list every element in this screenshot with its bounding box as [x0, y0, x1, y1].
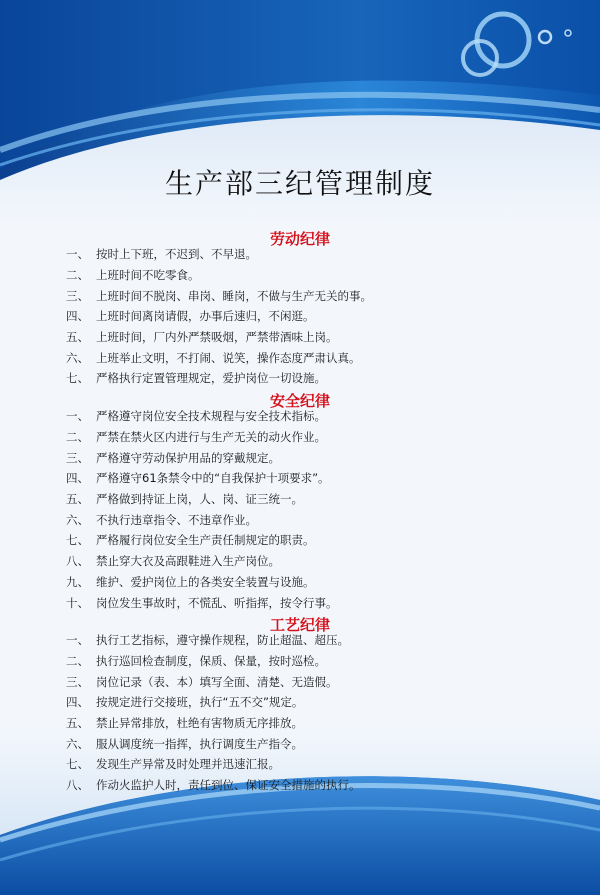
rule-list-process [66, 630, 361, 796]
rule-text: 维护、爱护岗位上的各类安全装置与设施。 [96, 574, 315, 589]
list-item [66, 327, 372, 348]
rule-number: 五、 [66, 492, 89, 507]
list-item [66, 713, 361, 734]
rule-number: 五、 [66, 330, 89, 345]
rule-text: 严格执行定置管理规定，爱护岗位一切设施。 [96, 371, 326, 386]
rule-text: 禁止穿大衣及高跟鞋进入生产岗位。 [96, 554, 280, 569]
rule-number: 八、 [66, 778, 89, 793]
page-title: 生产部三纪管理制度 [164, 167, 435, 200]
rule-text: 服从调度统一指挥，执行调度生产指令。 [96, 736, 303, 751]
rule-text: 岗位发生事故时，不慌乱、听指挥，按令行事。 [96, 595, 338, 610]
list-item [66, 427, 338, 448]
rule-text: 上班时间离岗请假，办事后速归，不闲逛。 [96, 309, 315, 324]
list-item [66, 671, 361, 692]
rule-text: 执行巡回检查制度，保质、保量，按时巡检。 [96, 654, 326, 669]
rule-text: 按规定进行交接班，执行“五不交”规定。 [96, 695, 304, 710]
list-item [66, 551, 338, 572]
rule-number: 八、 [66, 554, 89, 569]
rule-number: 二、 [66, 654, 89, 669]
rule-text: 发现生产异常及时处理并迅速汇报。 [96, 757, 280, 772]
list-item [66, 244, 372, 265]
list-item [66, 775, 361, 796]
rule-number: 七、 [66, 371, 89, 386]
rule-text: 上班举止文明，不打闹、说笑，操作态度严肃认真。 [96, 350, 361, 365]
rule-number: 七、 [66, 533, 89, 548]
rule-number: 九、 [66, 574, 89, 589]
rule-number: 四、 [66, 471, 89, 486]
rule-number: 一、 [66, 633, 89, 648]
list-item [66, 468, 338, 489]
list-item [66, 630, 361, 651]
list-item [66, 368, 372, 389]
list-item [66, 265, 372, 286]
section-heading-labor: 劳动纪律 [269, 230, 330, 248]
list-item [66, 572, 338, 593]
rule-text: 不执行违章指令、不违章作业。 [96, 512, 257, 527]
rule-text: 严禁在禁火区内进行与生产无关的动火作业。 [96, 430, 326, 445]
rule-number: 三、 [66, 450, 89, 465]
rule-text: 严格做到持证上岗，人、岗、证三统一。 [96, 492, 303, 507]
rule-text: 禁止异常排放，杜绝有害物质无序排放。 [96, 716, 303, 731]
rule-text: 作动火监护人时，责任到位、保证安全措施的执行。 [96, 778, 361, 793]
rule-number: 二、 [66, 268, 89, 283]
rule-text: 上班时间，厂内外严禁吸烟，严禁带酒味上岗。 [96, 330, 338, 345]
list-item [66, 306, 372, 327]
rule-number: 六、 [66, 350, 89, 365]
rule-list-safety [66, 406, 338, 613]
rule-text: 严格遵守劳动保护用品的穿戴规定。 [96, 450, 280, 465]
rule-number: 三、 [66, 288, 89, 303]
rule-number: 五、 [66, 716, 89, 731]
rule-list-labor [66, 244, 372, 389]
rule-text: 严格遵守61条禁令中的“自我保护十项要求”。 [96, 471, 330, 486]
rule-number: 一、 [66, 247, 89, 262]
rule-number: 六、 [66, 736, 89, 751]
rule-text: 执行工艺指标，遵守操作规程，防止超温、超压。 [96, 633, 349, 648]
list-item [66, 733, 361, 754]
section-heading-process: 工艺纪律 [269, 616, 330, 634]
rule-text: 上班时间不吃零食。 [96, 268, 200, 283]
list-item [66, 692, 361, 713]
rule-number: 三、 [66, 674, 89, 689]
rule-number: 十、 [66, 595, 89, 610]
list-item [66, 489, 338, 510]
rule-text: 岗位记录（表、本）填写全面、清楚、无造假。 [96, 674, 338, 689]
list-item [66, 347, 372, 368]
rule-number: 一、 [66, 409, 89, 424]
list-item [66, 592, 338, 613]
section-heading-safety: 安全纪律 [269, 392, 330, 410]
rule-number: 六、 [66, 512, 89, 527]
list-item [66, 406, 338, 427]
rule-number: 七、 [66, 757, 89, 772]
list-item [66, 447, 338, 468]
rule-text: 严格履行岗位安全生产责任制规定的职责。 [96, 533, 315, 548]
rule-text: 严格遵守岗位安全技术规程与安全技术指标。 [96, 409, 326, 424]
rule-number: 四、 [66, 695, 89, 710]
list-item [66, 651, 361, 672]
list-item [66, 285, 372, 306]
rule-text: 按时上下班，不迟到、不早退。 [96, 247, 257, 262]
list-item [66, 509, 338, 530]
rule-number: 二、 [66, 430, 89, 445]
list-item [66, 530, 338, 551]
rule-number: 四、 [66, 309, 89, 324]
rule-text: 上班时间不脱岗、串岗、睡岗，不做与生产无关的事。 [96, 288, 372, 303]
list-item [66, 754, 361, 775]
